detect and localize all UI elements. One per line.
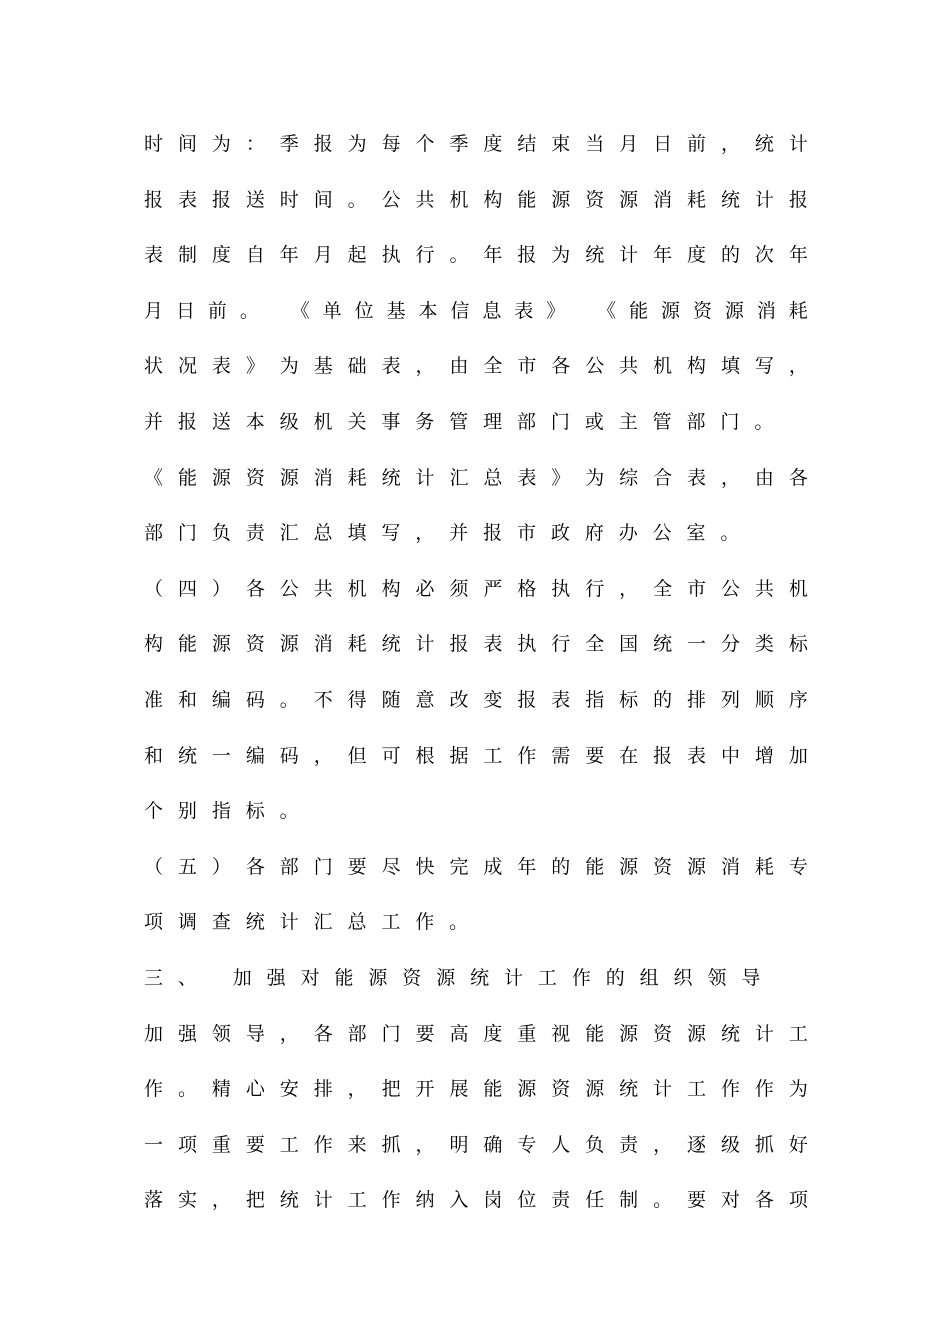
text-line: 和 统 一 编 码 ， 但 可 根 据 工 作 需 要 在 报 表 中 增 加: [144, 744, 808, 767]
text-line: 月 日 前 。 《 单 位 基 本 信 息 表 》 《 能 源 资 源 消 耗: [144, 299, 808, 322]
text-line: 并 报 送 本 级 机 关 事 务 管 理 部 门 或 主 管 部 门 。: [144, 410, 774, 433]
text-line: 准 和 编 码 。 不 得 随 意 改 变 报 表 指 标 的 排 列 顺 序: [144, 688, 808, 711]
text-line: 部 门 负 责 汇 总 填 写 ， 并 报 市 政 府 办 公 室 。: [144, 522, 740, 545]
text-line: 作 。 精 心 安 排 ， 把 开 展 能 源 资 源 统 计 工 作 作 为: [144, 1078, 808, 1101]
text-line: 三 、 加 强 对 能 源 资 源 统 计 工 作 的 组 织 领 导: [144, 966, 761, 989]
text-line: 状 况 表 》 为 基 础 表 ， 由 全 市 各 公 共 机 构 填 写 ，: [144, 355, 808, 378]
text-line: 加 强 领 导 ， 各 部 门 要 高 度 重 视 能 源 资 源 统 计 工: [144, 1022, 808, 1045]
text-line: 报 表 报 送 时 间 。 公 共 机 构 能 源 资 源 消 耗 统 计 报: [144, 188, 808, 211]
text-line: 构 能 源 资 源 消 耗 统 计 报 表 执 行 全 国 统 一 分 类 标: [144, 633, 808, 656]
text-line: 《 能 源 资 源 消 耗 统 计 汇 总 表 》 为 综 合 表 ， 由 各: [144, 466, 808, 489]
body-text: [144, 124, 808, 1236]
text-line: 落 实 ， 把 统 计 工 作 纳 入 岗 位 责 任 制 。 要 对 各 项: [144, 1189, 808, 1212]
text-line: 个 别 指 标 。: [144, 800, 299, 823]
text-line: 一 项 重 要 工 作 来 抓 ， 明 确 专 人 负 责 ， 逐 级 抓 好: [144, 1133, 808, 1156]
text-line: 表 制 度 自 年 月 起 执 行 。 年 报 为 统 计 年 度 的 次 年: [144, 244, 808, 267]
text-line: （ 五 ） 各 部 门 要 尽 快 完 成 年 的 能 源 资 源 消 耗 专: [144, 855, 808, 878]
text-line: （ 四 ） 各 公 共 机 构 必 须 严 格 执 行 ， 全 市 公 共 机: [144, 577, 808, 600]
text-line: 项 调 查 统 计 汇 总 工 作 。: [144, 911, 469, 934]
text-line: 时 间 为 ： 季 报 为 每 个 季 度 结 束 当 月 日 前 ， 统 计: [144, 133, 808, 155]
